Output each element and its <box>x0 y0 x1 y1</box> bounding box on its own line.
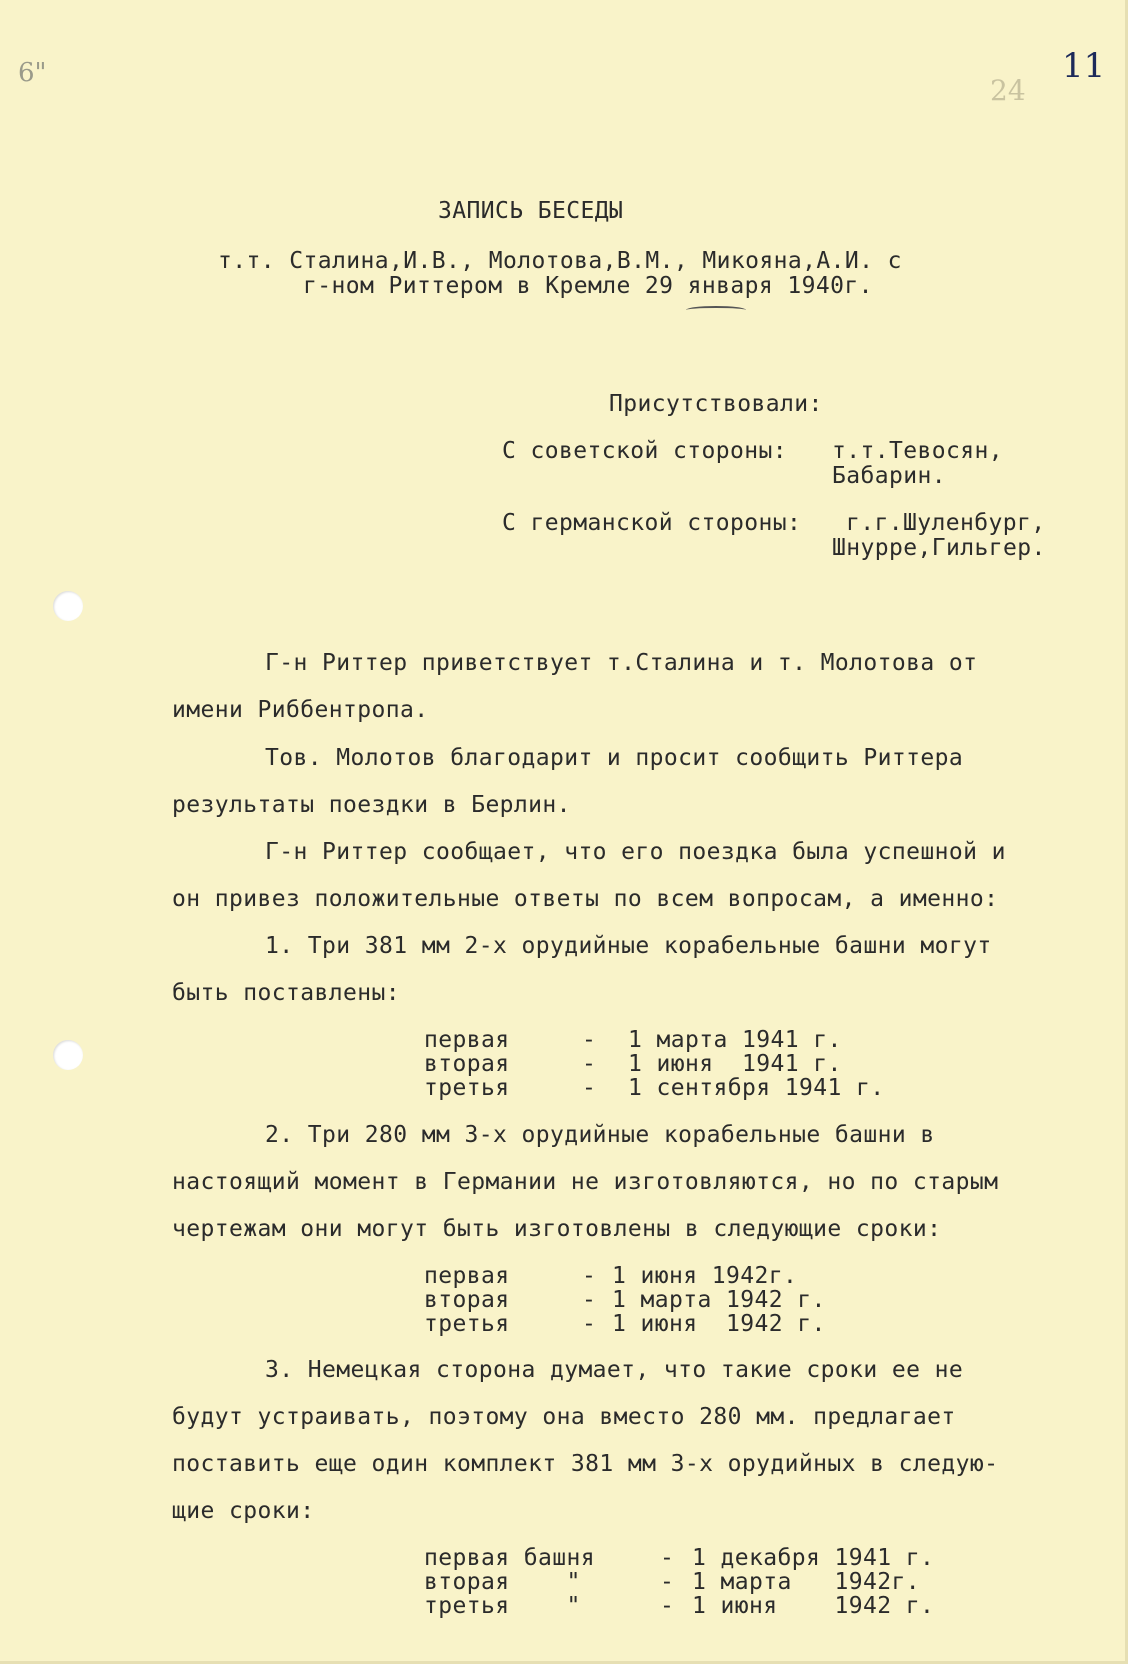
corner-pencil-mark: 6" <box>18 58 47 88</box>
schedule-3-dash-3: - <box>660 1593 675 1619</box>
schedule-2-dash-1: - <box>582 1263 597 1289</box>
paragraph-4-line-2: быть поставлены: <box>172 980 400 1006</box>
schedule-2-item-2: вторая <box>424 1287 510 1313</box>
present-label: Присутствовали: <box>609 391 823 417</box>
paragraph-3-line-2: он привез положительные ответы по всем вопросам, а именно: <box>172 886 999 912</box>
schedule-2-item-1: первая <box>424 1263 510 1289</box>
schedule-3-date-2: 1 марта 1942г. <box>692 1569 920 1595</box>
german-side-names-1: г.г.Шуленбург, <box>846 510 1046 536</box>
paragraph-5-line-1: 2. Три 280 мм 3-х орудийные корабельные башни в <box>265 1122 935 1148</box>
schedule-3-item-1: первая башня <box>424 1545 595 1571</box>
schedule-1-dash-2: - <box>582 1051 597 1077</box>
document-title: ЗАПИСЬ БЕСЕДЫ <box>438 198 624 224</box>
soviet-side-names-1: т.т.Тевосян, <box>832 438 1003 464</box>
paragraph-4-line-1: 1. Три 381 мм 2-х орудийные корабельные башни могут <box>265 933 992 959</box>
paragraph-6-line-4: щие сроки: <box>172 1498 315 1524</box>
paragraph-5-line-2: настоящий момент в Германии не изготовляются, но по старым <box>172 1169 999 1195</box>
german-side-label: С германской стороны: <box>502 510 802 536</box>
paragraph-1-line-1: Г-н Риттер приветствует т.Сталина и т. Молотова от <box>265 650 978 676</box>
paragraph-6-line-1: 3. Немецкая сторона думает, что такие сроки ее не <box>265 1357 964 1383</box>
schedule-3-item-3: третья " <box>424 1593 581 1619</box>
german-side-names-2: Шнурре,Гильгер. <box>832 535 1046 561</box>
schedule-3-dash-2: - <box>660 1569 675 1595</box>
schedule-2-dash-3: - <box>582 1311 597 1337</box>
schedule-1-date-1: 1 марта 1941 г. <box>628 1027 842 1053</box>
schedule-2-date-1: 1 июня 1942г. <box>612 1263 798 1289</box>
schedule-1-item-2: вторая <box>424 1051 510 1077</box>
schedule-1-dash-1: - <box>582 1027 597 1053</box>
soviet-side-names-2: Бабарин. <box>832 463 946 489</box>
schedule-3-dash-1: - <box>660 1545 675 1571</box>
paragraph-2-line-1: Тов. Молотов благодарит и просит сообщить Риттера <box>265 745 964 771</box>
punch-hole-lower <box>53 1040 83 1070</box>
schedule-1-item-3: третья <box>424 1075 510 1101</box>
paragraph-5-line-3: чертежам они могут быть изготовлены в следующие сроки: <box>172 1216 942 1242</box>
subtitle-line-2: г-ном Риттером в Кремле 29 января 1940г. <box>303 273 873 299</box>
schedule-3-date-1: 1 декабря 1941 г. <box>692 1545 935 1571</box>
schedule-2-date-2: 1 марта 1942 г. <box>612 1287 826 1313</box>
faint-page-number: 24 <box>990 74 1026 107</box>
schedule-1-date-2: 1 июня 1941 г. <box>628 1051 842 1077</box>
schedule-2-date-3: 1 июня 1942 г. <box>612 1311 826 1337</box>
punch-hole-upper <box>53 591 83 621</box>
schedule-1-date-3: 1 сентября 1941 г. <box>628 1075 885 1101</box>
page-number: 11 <box>1062 46 1106 86</box>
paragraph-1-line-2: имени Риббентропа. <box>172 697 429 723</box>
soviet-side-label: С советской стороны: <box>502 438 787 464</box>
paragraph-6-line-2: будут устраивать, поэтому она вместо 280 мм. предлагает <box>172 1404 956 1430</box>
paragraph-2-line-2: результаты поездки в Берлин. <box>172 792 571 818</box>
subtitle-line-1: т.т. Сталина,И.В., Молотова,В.М., Микояна,А.И. с <box>218 248 902 274</box>
schedule-2-item-3: третья <box>424 1311 510 1337</box>
schedule-3-item-2: вторая " <box>424 1569 581 1595</box>
date-underline <box>686 306 746 314</box>
schedule-1-dash-3: - <box>582 1075 597 1101</box>
schedule-1-item-1: первая <box>424 1027 510 1053</box>
paragraph-6-line-3: поставить еще один комплект 381 мм 3-х орудийных в следую- <box>172 1451 999 1477</box>
paragraph-3-line-1: Г-н Риттер сообщает, что его поездка была успешной и <box>265 839 1006 865</box>
schedule-2-dash-2: - <box>582 1287 597 1313</box>
schedule-3-date-3: 1 июня 1942 г. <box>692 1593 935 1619</box>
